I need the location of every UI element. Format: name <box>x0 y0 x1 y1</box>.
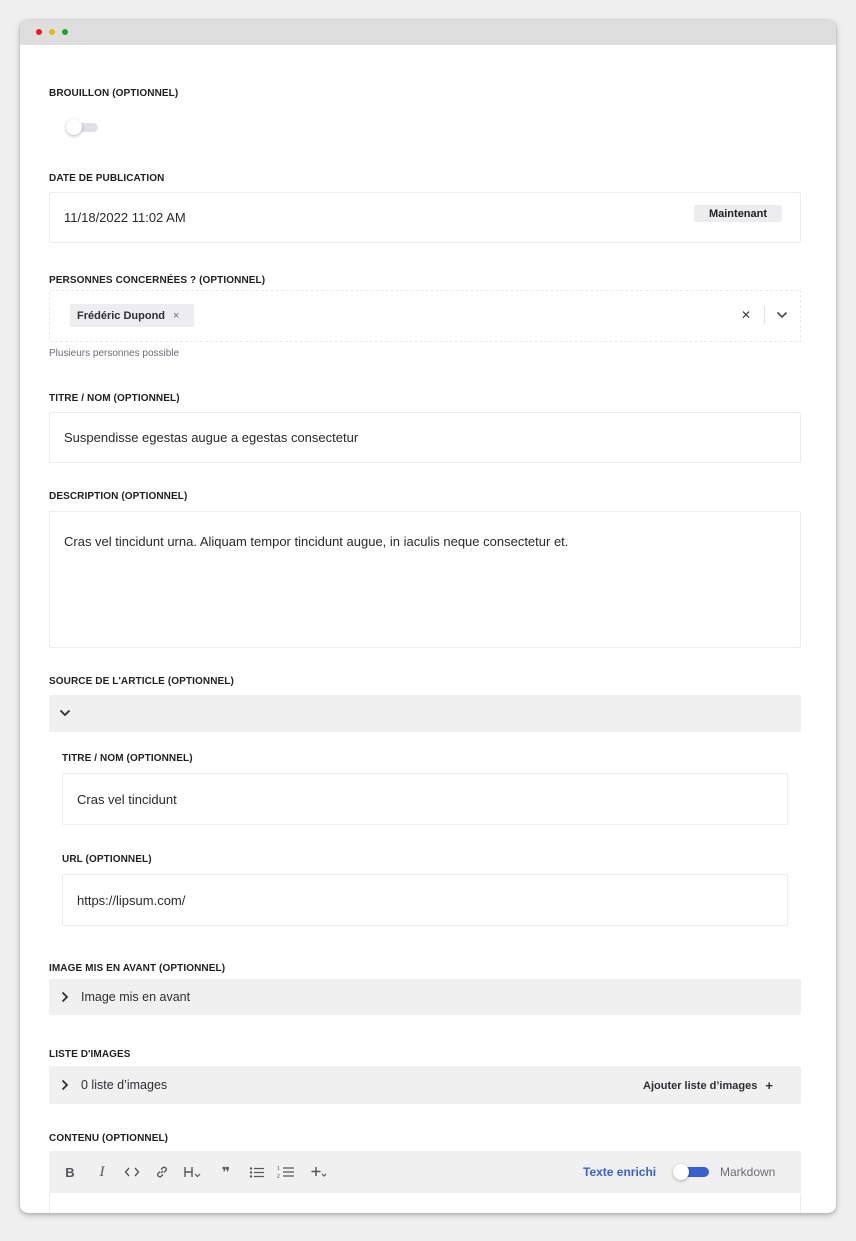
browser-window <box>20 20 836 1213</box>
brouillon-toggle[interactable] <box>66 119 100 135</box>
remove-chip-icon[interactable]: × <box>173 309 180 322</box>
image-row-label: Image mis en avant <box>81 990 191 1004</box>
chevron-down-icon[interactable] <box>57 705 73 721</box>
source-titre-value: Cras vel tincidunt <box>77 791 177 807</box>
insert-plus-icon[interactable] <box>309 1162 329 1182</box>
heading-icon[interactable] <box>183 1162 203 1182</box>
toggle-knob <box>673 1164 689 1180</box>
minimize-window-dot[interactable] <box>49 29 55 35</box>
liste-label: LISTE D'IMAGES <box>49 1049 131 1060</box>
markdown-mode[interactable]: Markdown <box>720 1165 776 1179</box>
image-label: IMAGE MIS EN AVANT (OPTIONNEL) <box>49 963 226 974</box>
source-titre-input[interactable] <box>62 773 788 825</box>
description-value: Cras vel tincidunt urna. Aliquam tempor tincidunt augue, in iaculis neque consectetur et. <box>64 534 569 549</box>
titre-label: TITRE / NOM (OPTIONNEL) <box>49 393 180 404</box>
close-window-dot[interactable] <box>36 29 42 35</box>
description-label: DESCRIPTION (OPTIONNEL) <box>49 491 188 502</box>
add-liste-button[interactable] <box>643 1078 773 1093</box>
source-titre-label: TITRE / NOM (OPTIONNEL) <box>62 753 193 764</box>
window-titlebar <box>20 20 836 45</box>
italic-icon[interactable]: I <box>99 1163 105 1180</box>
chevron-down-icon[interactable] <box>774 307 790 323</box>
person-chip-label: Frédéric Dupond <box>77 309 166 322</box>
titre-value: Suspendisse egestas augue a egestas consectetur <box>64 430 359 445</box>
svg-text:2: 2 <box>277 1174 280 1179</box>
toggle-knob <box>66 119 82 135</box>
description-textarea[interactable] <box>49 511 801 648</box>
editor-mode-toggle[interactable] <box>673 1164 709 1180</box>
titre-input[interactable] <box>49 412 801 463</box>
add-liste-label: Ajouter liste d’images <box>643 1079 758 1092</box>
form <box>20 45 836 1213</box>
source-url-input[interactable] <box>62 874 788 926</box>
brouillon-label: BROUILLON (OPTIONNEL) <box>49 88 179 99</box>
quote-icon[interactable]: ❞ <box>221 1163 231 1180</box>
chevron-right-icon[interactable] <box>58 989 72 1005</box>
clear-selection-icon[interactable]: ✕ <box>740 308 752 322</box>
source-collapse-bar[interactable] <box>49 695 801 732</box>
chevron-right-icon[interactable] <box>58 1077 72 1093</box>
person-chip <box>70 304 194 327</box>
numbered-list-icon[interactable] <box>276 1162 296 1182</box>
select-divider <box>764 306 765 324</box>
publication-label: DATE DE PUBLICATION <box>49 173 165 184</box>
source-label: SOURCE DE L'ARTICLE (OPTIONNEL) <box>49 676 234 687</box>
maximize-window-dot[interactable] <box>62 29 68 35</box>
editor-area[interactable] <box>49 1193 801 1213</box>
rich-text-mode[interactable]: Texte enrichi <box>583 1165 657 1179</box>
plus-icon: + <box>765 1078 773 1093</box>
source-url-value: https://lipsum.com/ <box>77 892 186 908</box>
publication-date-field[interactable] <box>49 192 801 243</box>
personnes-hint: Plusieurs personnes possible <box>49 348 180 359</box>
liste-row-label: 0 liste d’images <box>81 1078 168 1092</box>
personnes-label: PERSONNES CONCERNÉES ? (OPTIONNEL) <box>49 275 266 286</box>
now-button[interactable]: Maintenant <box>694 205 782 222</box>
source-url-label: URL (OPTIONNEL) <box>62 854 152 865</box>
code-icon[interactable] <box>122 1162 142 1182</box>
bold-icon[interactable]: B <box>65 1164 75 1180</box>
link-icon[interactable] <box>152 1162 172 1182</box>
publication-date-value: 11/18/2022 11:02 AM <box>64 210 186 225</box>
bullet-list-icon[interactable] <box>247 1162 267 1182</box>
svg-text:1: 1 <box>277 1166 280 1172</box>
contenu-label: CONTENU (OPTIONNEL) <box>49 1133 169 1144</box>
